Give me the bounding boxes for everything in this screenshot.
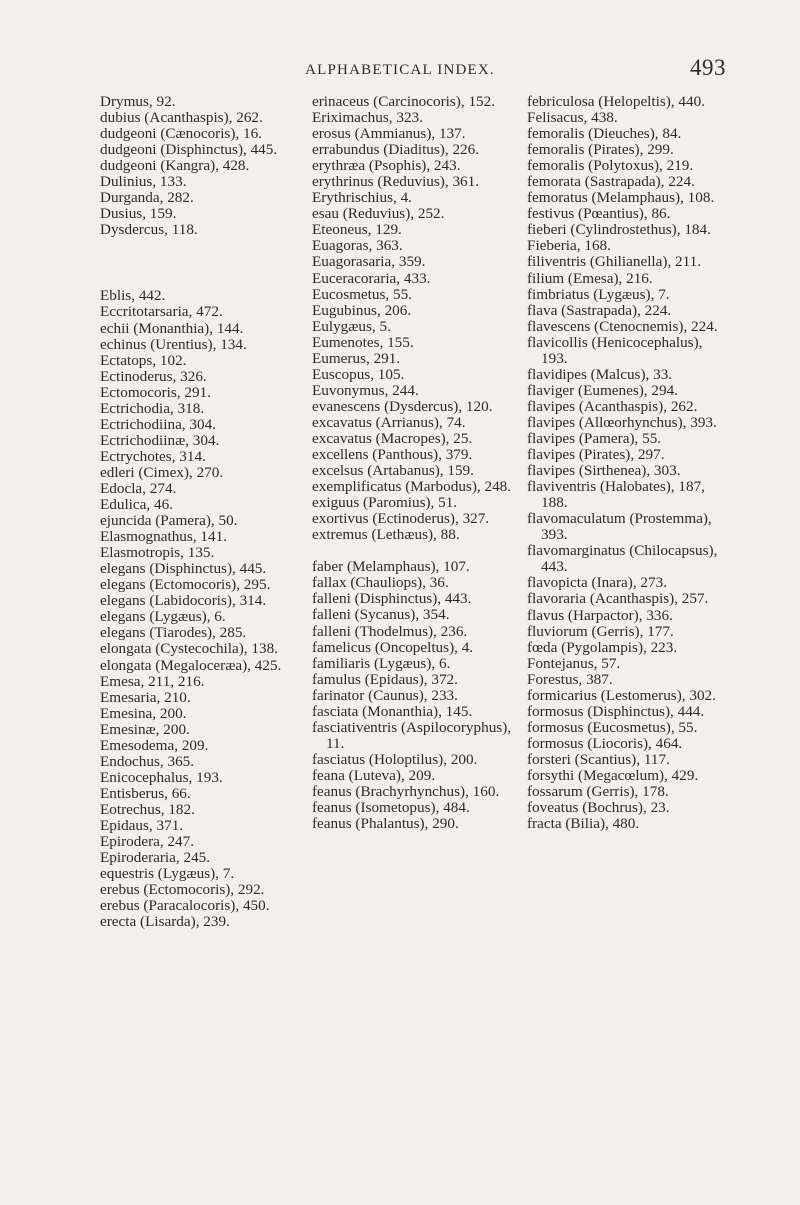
index-entry: falleni (Disphinctus), 443. [312, 590, 472, 608]
index-entry: elegans (Disphinctus), 445. [100, 560, 267, 578]
index-entry: Forestus, 387. [527, 670, 613, 688]
index-entry: Ectrichodiina, 304. [100, 415, 216, 433]
index-entry: fluviorum (Gerris), 177. [527, 622, 674, 640]
index-entry: echinus (Urentius), 134. [100, 335, 247, 353]
index-column-2 [312, 94, 517, 832]
index-entry: Eriximachus, 323. [312, 109, 423, 127]
index-entry: extremus (Lethæus), 88. [312, 526, 460, 544]
index-entry: forsteri (Scantius), 117. [527, 750, 670, 768]
index-entry: erebus (Ectomocoris), 292. [100, 881, 265, 899]
index-entry: Edocla, 274. [100, 479, 177, 497]
index-entry: filiventris (Ghilianella), 211. [527, 253, 702, 271]
running-header: ALPHABETICAL INDEX. [305, 62, 495, 78]
index-column-1 [100, 94, 295, 930]
index-entry: flavescens (Ctenocnemis), 224. [527, 317, 718, 335]
letter-group-gap [100, 238, 295, 288]
index-entry: farinator (Caunus), 233. [312, 686, 458, 704]
index-entry: famelicus (Oncopeltus), 4. [312, 638, 474, 656]
index-entry: forsythi (Megacœlum), 429. [527, 766, 699, 784]
index-entry: febriculosa (Helopeltis), 440. [527, 93, 705, 110]
index-entry: exortivus (Ectinoderus), 327. [312, 510, 490, 528]
index-entry: exemplificatus (Marbodus), 248. [312, 478, 512, 496]
index-entry: excavatus (Arrianus), 74. [312, 413, 466, 431]
index-entry: Eumerus, 291. [312, 349, 401, 367]
index-column-3 [527, 94, 732, 832]
index-entry: erosus (Ammianus), 137. [312, 125, 466, 143]
index-entry: Eucosmetus, 55. [312, 285, 412, 303]
index-entry: fossarum (Gerris), 178. [527, 783, 669, 801]
index-entry: flavipes (Pirates), 297. [527, 446, 665, 464]
index-entry: edleri (Cimex), 270. [100, 463, 224, 481]
index-entry: famulus (Epidaus), 372. [312, 670, 458, 688]
index-entry: elegans (Tiarodes), 285. [100, 624, 247, 642]
index-entry: foveatus (Bochrus), 23. [527, 799, 670, 817]
index-entry: Entisberus, 66. [100, 784, 191, 802]
index-entry: echii (Monanthia), 144. [100, 319, 244, 337]
index-entry: fasciativentris (Aspilocoryphus), 11. [312, 718, 512, 752]
index-entry: flavicollis (Henicocephalus), 193. [527, 333, 703, 367]
index-entry: elegans (Labidocoris), 314. [100, 592, 267, 610]
index-entry: dudgeoni (Cænocoris), 16. [100, 125, 262, 143]
index-entry: elongata (Cystecochila), 138. [100, 640, 278, 658]
index-entry: Fontejanus, 57. [527, 654, 621, 672]
index-entry: flavipes (Pamera), 55. [527, 429, 662, 447]
index-entry: flavomarginatus (Chilocapsus), 443. [527, 542, 718, 576]
index-entry: Elasmotropis, 135. [100, 544, 215, 562]
index-entry: fimbriatus (Lygæus), 7. [527, 285, 670, 303]
index-entry: Euagorasaria, 359. [312, 253, 426, 271]
index-entry: Drymus, 92. [100, 93, 176, 110]
index-entry: formosus (Liocoris), 464. [527, 734, 683, 752]
index-entry: equestris (Lygæus), 7. [100, 865, 235, 883]
index-entry: flavipes (Acanthaspis), 262. [527, 397, 698, 415]
index-entry: Eumenotes, 155. [312, 333, 414, 351]
index-entry: Fieberia, 168. [527, 237, 611, 255]
index-entry: fieberi (Cylindrostethus), 184. [527, 221, 711, 239]
index-entry: filium (Emesa), 216. [527, 269, 653, 287]
index-entry: Epidaus, 371. [100, 816, 184, 834]
index-entry: Eblis, 442. [100, 287, 166, 305]
index-entry: erythrinus (Reduvius), 361. [312, 173, 480, 191]
index-entry: femoralis (Polytoxus), 219. [527, 157, 694, 175]
index-entry: Emesa, 211, 216. [100, 672, 205, 690]
index-entry: Dysdercus, 118. [100, 221, 198, 239]
index-entry: Enicocephalus, 193. [100, 768, 223, 786]
index-entry: flavus (Harpactor), 336. [527, 606, 673, 624]
index-entry: Euceracoraria, 433. [312, 269, 431, 287]
index-entry: feanus (Isometopus), 484. [312, 799, 470, 817]
index-entry: Eotrechus, 182. [100, 800, 195, 818]
index-entry: fœda (Pygolampis), 223. [527, 638, 678, 656]
index-entry: excavatus (Macropes), 25. [312, 429, 473, 447]
letter-group-gap [312, 543, 517, 559]
index-entry: excelsus (Artabanus), 159. [312, 462, 474, 480]
index-entry: Ectomocoris, 291. [100, 383, 211, 401]
index-entry: feanus (Brachyrhynchus), 160. [312, 782, 500, 800]
index-entry: Euscopus, 105. [312, 365, 405, 383]
index-entry: Ectrichodia, 318. [100, 399, 205, 417]
index-entry: familiaris (Lygæus), 6. [312, 654, 451, 672]
index-entry: Emesaria, 210. [100, 688, 191, 706]
index-entry: Ectatops, 102. [100, 351, 187, 369]
index-entry: exiguus (Paromius), 51. [312, 494, 458, 512]
index-entry: Eugubinus, 206. [312, 301, 412, 319]
index-entry: flaviventris (Halobates), 187, 188. [527, 478, 705, 512]
index-entry: femoralis (Dieuches), 84. [527, 125, 682, 143]
index-entry: erinaceus (Carcinocoris), 152. [312, 93, 496, 110]
index-entry: Eccritotarsaria, 472. [100, 303, 223, 321]
index-entry: fallax (Chauliops), 36. [312, 574, 449, 592]
index-entry: esau (Reduvius), 252. [312, 205, 445, 223]
index-entry: fasciata (Monanthia), 145. [312, 702, 473, 720]
index-entry: flava (Sastrapada), 224. [527, 301, 672, 319]
index-entry: Endochus, 365. [100, 752, 195, 770]
index-entry: Ectrichodiinæ, 304. [100, 431, 220, 449]
index-entry: Eulygæus, 5. [312, 317, 391, 335]
index-entry: flavopicta (Inara), 273. [527, 574, 667, 592]
index-entry: femoratus (Melamphaus), 108. [527, 189, 715, 207]
index-entry: Ectinoderus, 326. [100, 367, 207, 385]
index-entry: flavidipes (Malcus), 33. [527, 365, 673, 383]
index-entry: erebus (Paracalocoris), 450. [100, 897, 270, 915]
index-entry: dubius (Acanthaspis), 262. [100, 109, 263, 127]
index-entry: Ectrychotes, 314. [100, 447, 206, 465]
index-entry: Felisacus, 438. [527, 109, 618, 127]
index-entry: elegans (Lygæus), 6. [100, 608, 226, 626]
index-entry: Durganda, 282. [100, 189, 194, 207]
index-entry: falleni (Sycanus), 354. [312, 606, 450, 624]
index-entry: evanescens (Dysdercus), 120. [312, 397, 493, 415]
index-entry: Emesodema, 209. [100, 736, 209, 754]
index-entry: Epiroderaria, 245. [100, 849, 211, 867]
index-entry: flavoraria (Acanthaspis), 257. [527, 590, 709, 608]
index-entry: Eteoneus, 129. [312, 221, 402, 239]
index-entry: formosus (Disphinctus), 444. [527, 702, 705, 720]
index-entry: formicarius (Lestomerus), 302. [527, 686, 716, 704]
index-entry: festivus (Pœantius), 86. [527, 205, 671, 223]
index-entry: elegans (Ectomocoris), 295. [100, 576, 271, 594]
index-entry: Elasmognathus, 141. [100, 528, 227, 546]
index-entry: Emesina, 200. [100, 704, 187, 722]
index-entry: fracta (Bilia), 480. [527, 815, 640, 833]
index-entry: dudgeoni (Kangra), 428. [100, 157, 250, 175]
index-entry: flavipes (Allœorhynchus), 393. [527, 413, 717, 431]
index-entry: flavomaculatum (Prostemma), 393. [527, 510, 712, 544]
index-entry: ejuncida (Pamera), 50. [100, 512, 238, 530]
index-entry: Euagoras, 363. [312, 237, 403, 255]
index-entry: excellens (Panthous), 379. [312, 446, 473, 464]
index-entry: falleni (Thodelmus), 236. [312, 622, 468, 640]
page-number: 493 [690, 55, 726, 80]
index-entry: feana (Luteva), 209. [312, 766, 436, 784]
index-entry: faber (Melamphaus), 107. [312, 558, 470, 576]
index-entry: Euvonymus, 244. [312, 381, 419, 399]
index-entry: Edulica, 46. [100, 496, 173, 514]
index-entry: dudgeoni (Disphinctus), 445. [100, 141, 278, 159]
index-entry: erecta (Lisarda), 239. [100, 913, 230, 931]
index-entry: formosus (Eucosmetus), 55. [527, 718, 698, 736]
index-entry: Dulinius, 133. [100, 173, 187, 191]
index-entry: errabundus (Diaditus), 226. [312, 141, 480, 159]
index-entry: Erythrischius, 4. [312, 189, 412, 207]
index-entry: erythræa (Psophis), 243. [312, 157, 461, 175]
index-entry: elongata (Megaloceræa), 425. [100, 656, 282, 674]
index-entry: feanus (Phalantus), 290. [312, 815, 459, 833]
index-entry: flavipes (Sirthenea), 303. [527, 462, 681, 480]
index-entry: Emesinæ, 200. [100, 720, 190, 738]
index-entry: flaviger (Eumenes), 294. [527, 381, 678, 399]
index-entry: Epirodera, 247. [100, 833, 195, 851]
index-entry: femoralis (Pirates), 299. [527, 141, 674, 159]
index-entry: Dusius, 159. [100, 205, 177, 223]
index-entry: femorata (Sastrapada), 224. [527, 173, 695, 191]
index-entry: fasciatus (Holoptilus), 200. [312, 750, 478, 768]
